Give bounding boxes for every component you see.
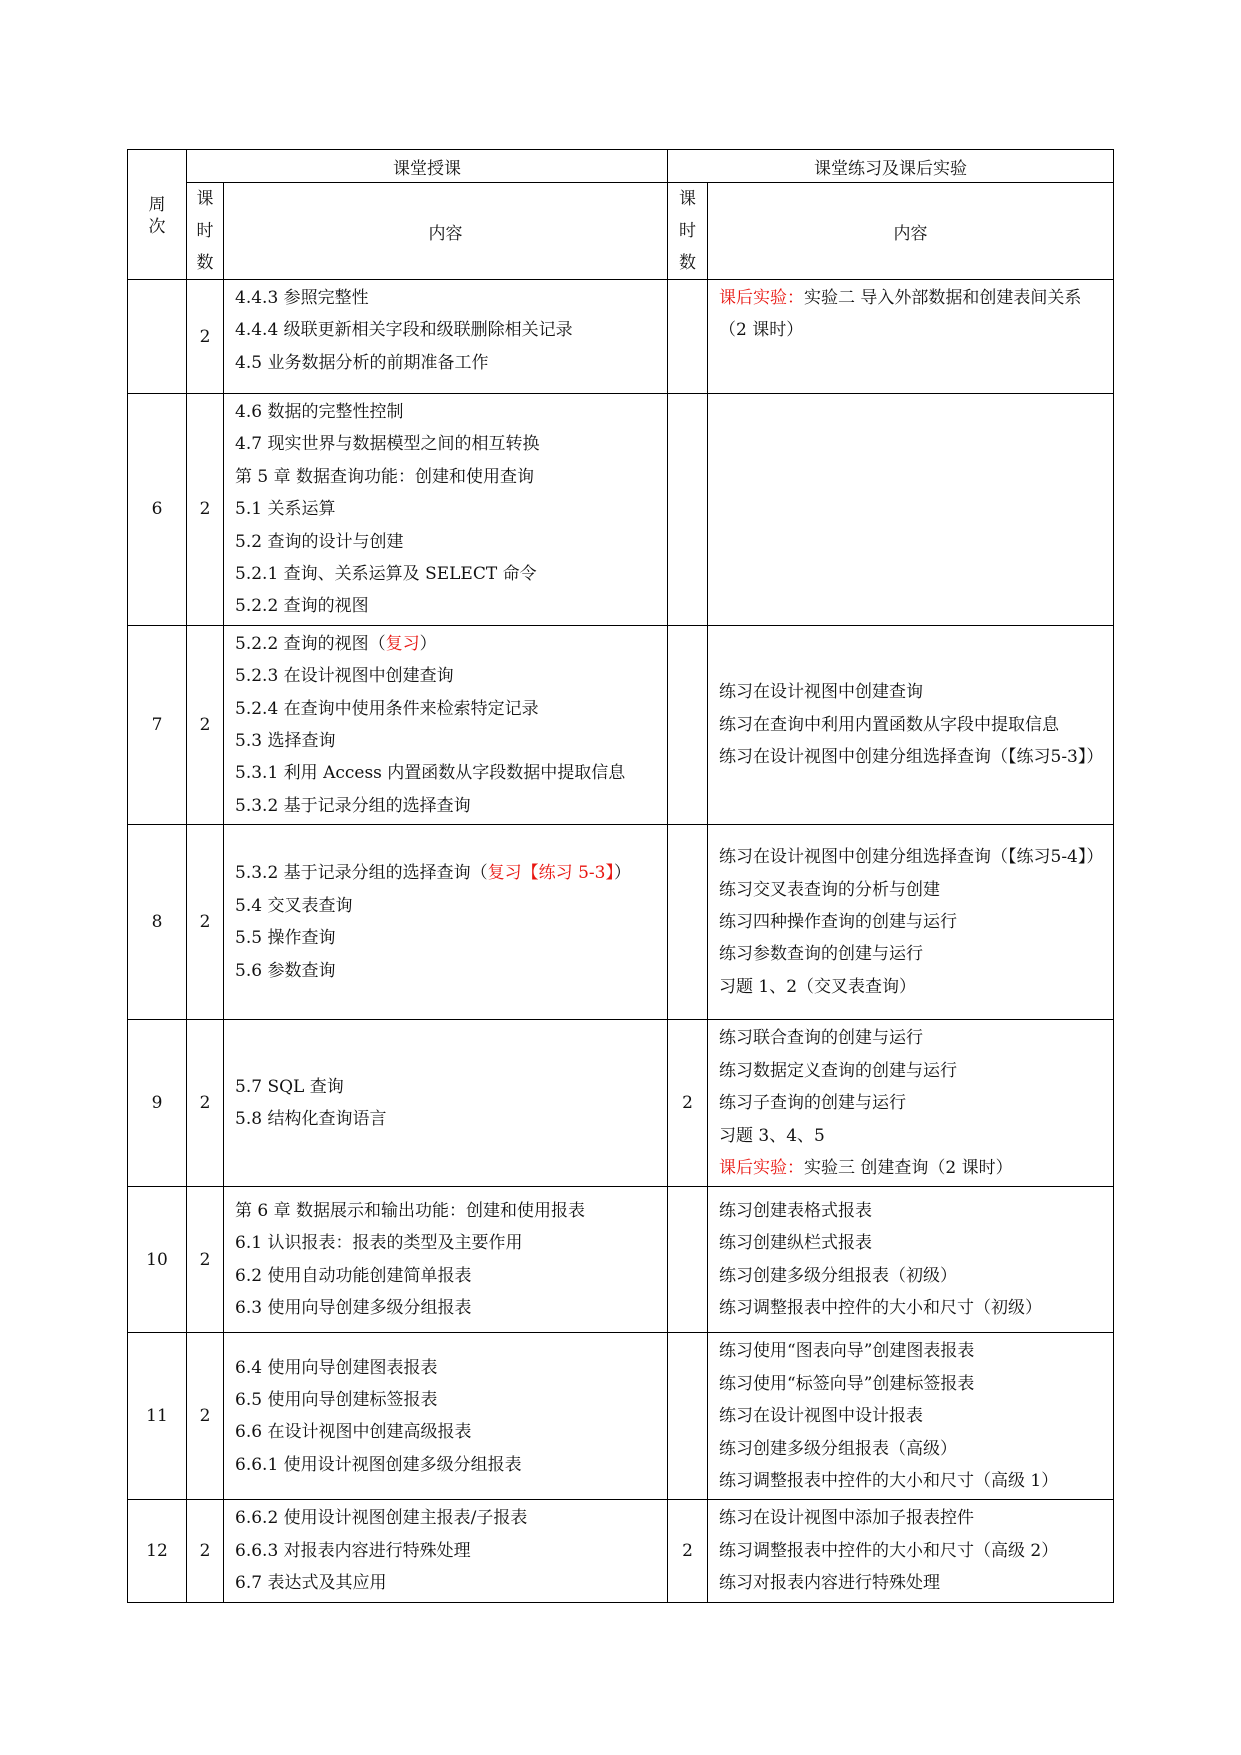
hours-header-char: 时	[679, 221, 696, 241]
content-header-lecture: 内容	[224, 183, 668, 280]
practice-line: 练习调整报表中控件的大小和尺寸（高级 2）	[719, 1540, 1059, 1561]
week-cell: 7	[128, 625, 187, 824]
lecture-line: 4.4.4 级联更新相关字段和级联删除相关记录	[235, 320, 573, 341]
table-row	[128, 1333, 1114, 1500]
practice-line: 练习调整报表中控件的大小和尺寸（高级 1）	[719, 1470, 1059, 1491]
practice-content-cell	[708, 1333, 1114, 1500]
hours-cell: 2	[187, 280, 224, 394]
practice-content-cell	[708, 1500, 1114, 1602]
lecture-line: 第 6 章 数据展示和输出功能：创建和使用报表	[235, 1201, 586, 1221]
hours-cell	[668, 825, 708, 1020]
practice-line: 练习使用“标签向导”创建标签报表	[719, 1373, 975, 1394]
lecture-content-cell	[224, 1500, 668, 1602]
lecture-line	[235, 857, 667, 889]
practice-line: 练习调整报表中控件的大小和尺寸（初级）	[719, 1298, 1042, 1319]
table-row	[128, 825, 1114, 1020]
practice-line: 练习创建多级分组报表（初级）	[719, 1265, 957, 1286]
hours-header-char: 课	[196, 189, 214, 209]
hours-cell: 2	[668, 1020, 708, 1187]
hours-header-lecture	[187, 183, 224, 280]
lecture-text: 5.2.2 查询的视图（	[235, 633, 386, 654]
lecture-content-cell	[224, 825, 668, 1020]
lecture-line: 4.6 数据的完整性控制	[235, 402, 404, 422]
lecture-line: 5.2.3 在设计视图中创建查询	[235, 666, 454, 687]
table-row	[128, 1020, 1114, 1187]
week-cell: 11	[128, 1333, 187, 1500]
practice-line: 练习在设计视图中创建分组选择查询（【练习5-4】）	[719, 847, 1104, 868]
lecture-line: 6.4 使用向导创建图表报表	[235, 1357, 438, 1378]
hours-cell: 2	[187, 1500, 224, 1602]
lecture-line: 5.2.4 在查询中使用条件来检索特定记录	[235, 698, 539, 719]
group-header-lecture: 课堂授课	[187, 150, 668, 183]
lecture-text: ）	[419, 633, 437, 654]
lecture-text: ）	[613, 863, 631, 884]
week-header-char: 次	[148, 217, 166, 237]
table-row	[128, 625, 1114, 824]
practice-line: 习题 1、2（交叉表查询）	[719, 976, 917, 997]
table-row	[128, 280, 1114, 394]
experiment-label: 课后实验：	[719, 288, 804, 308]
experiment-label: 课后实验：	[719, 1157, 804, 1178]
week-column-header	[128, 150, 187, 280]
lecture-line: 5.1 关系运算	[235, 499, 336, 520]
lecture-line: 6.1 认识报表：报表的类型及主要作用	[235, 1233, 523, 1254]
lecture-line: 5.2.1 查询、关系运算及 SELECT 命令	[235, 564, 537, 585]
lecture-text: 5.3.2 基于记录分组的选择查询（	[235, 863, 488, 884]
practice-line: 练习创建纵栏式报表	[719, 1233, 872, 1254]
course-schedule-table	[127, 149, 1114, 1603]
lecture-content-cell	[224, 394, 668, 626]
lecture-line: 5.4 交叉表查询	[235, 895, 353, 916]
lecture-line: 5.6 参数查询	[235, 960, 336, 981]
practice-content-cell	[708, 625, 1114, 824]
practice-content-cell	[708, 280, 1114, 394]
table-row	[128, 1500, 1114, 1602]
lecture-line: 5.3 选择查询	[235, 731, 336, 752]
lecture-line: 第 5 章 数据查询功能：创建和使用查询	[235, 466, 535, 487]
lecture-line: 6.6.2 使用设计视图创建主报表/子报表	[235, 1508, 528, 1529]
practice-line: 练习参数查询的创建与运行	[719, 944, 923, 965]
lecture-line: 5.3.1 利用 Access 内置函数从字段数据中提取信息	[235, 763, 626, 784]
hours-cell: 2	[668, 1500, 708, 1602]
practice-content-cell	[708, 1187, 1114, 1333]
lecture-line: 4.4.3 参照完整性	[235, 288, 369, 308]
practice-line: 练习在查询中利用内置函数从字段中提取信息	[719, 714, 1059, 735]
practice-content-cell	[708, 1020, 1114, 1187]
lecture-line: 4.7 现实世界与数据模型之间的相互转换	[235, 434, 540, 455]
practice-line: 练习使用“图表向导”创建图表报表	[719, 1341, 975, 1362]
practice-line: 练习创建多级分组报表（高级）	[719, 1438, 957, 1459]
lecture-line: 6.6.3 对报表内容进行特殊处理	[235, 1540, 471, 1561]
practice-line: 习题 3、4、5	[719, 1125, 825, 1146]
practice-line: 练习子查询的创建与运行	[719, 1093, 906, 1114]
lecture-line: 5.2.2 查询的视图	[235, 596, 369, 617]
practice-content-cell	[708, 394, 1114, 626]
practice-line	[719, 1152, 1107, 1184]
lecture-line: 6.6 在设计视图中创建高级报表	[235, 1422, 472, 1443]
lecture-line: 5.3.2 基于记录分组的选择查询	[235, 795, 471, 816]
lecture-line: 5.8 结构化查询语言	[235, 1109, 387, 1130]
hours-cell: 2	[187, 1020, 224, 1187]
lecture-line: 6.3 使用向导创建多级分组报表	[235, 1298, 472, 1319]
lecture-content-cell	[224, 625, 668, 824]
hours-cell: 2	[187, 394, 224, 626]
hours-header-char: 数	[679, 253, 696, 273]
practice-line: 练习联合查询的创建与运行	[719, 1028, 923, 1049]
lecture-line	[235, 628, 667, 660]
lecture-content-cell	[224, 1020, 668, 1187]
lecture-line: 5.2 查询的设计与创建	[235, 531, 404, 552]
table-row	[128, 1187, 1114, 1333]
hours-cell	[668, 280, 708, 394]
practice-line: 练习数据定义查询的创建与运行	[719, 1060, 957, 1081]
week-cell: 12	[128, 1500, 187, 1602]
hours-cell	[668, 394, 708, 626]
lecture-line: 6.7 表达式及其应用	[235, 1573, 387, 1594]
lecture-line: 5.5 操作查询	[235, 928, 336, 949]
practice-line	[719, 282, 1107, 347]
lecture-line: 6.2 使用自动功能创建简单报表	[235, 1265, 472, 1286]
practice-line: 练习在设计视图中设计报表	[719, 1406, 923, 1427]
hours-header-char: 数	[196, 253, 214, 273]
practice-line: 练习在设计视图中创建分组选择查询（【练习5-3】）	[719, 747, 1104, 768]
week-cell: 9	[128, 1020, 187, 1187]
lecture-line: 6.6.1 使用设计视图创建多级分组报表	[235, 1454, 522, 1475]
hours-cell: 2	[187, 1333, 224, 1500]
practice-content-cell	[708, 825, 1114, 1020]
practice-line: 练习交叉表查询的分析与创建	[719, 879, 940, 900]
lecture-content-cell	[224, 1187, 668, 1333]
lecture-line: 4.5 业务数据分析的前期准备工作	[235, 352, 489, 373]
practice-line: 练习在设计视图中创建查询	[719, 682, 923, 703]
hours-cell: 2	[187, 625, 224, 824]
review-label: 复习【练习 5-3】	[487, 863, 614, 884]
experiment-text: 实验三 创建查询（2 课时）	[804, 1157, 1013, 1178]
hours-cell	[668, 1187, 708, 1333]
practice-line: 练习在设计视图中添加子报表控件	[719, 1508, 974, 1529]
hours-cell	[668, 1333, 708, 1500]
week-cell: 10	[128, 1187, 187, 1333]
lecture-line: 5.7 SQL 查询	[235, 1076, 344, 1097]
week-cell: 6	[128, 394, 187, 626]
practice-line: 练习对报表内容进行特殊处理	[719, 1573, 940, 1594]
week-header-char: 周	[148, 195, 166, 215]
hours-cell: 2	[187, 825, 224, 1020]
content-header-practice: 内容	[708, 183, 1114, 280]
hours-header-char: 时	[196, 221, 214, 241]
lecture-content-cell	[224, 280, 668, 394]
week-cell: 8	[128, 825, 187, 1020]
group-header-practice: 课堂练习及课后实验	[668, 150, 1114, 183]
week-cell	[128, 280, 187, 394]
practice-line: 练习创建表格式报表	[719, 1201, 872, 1221]
table-row	[128, 394, 1114, 626]
hours-header-practice	[668, 183, 708, 280]
hours-cell	[668, 625, 708, 824]
review-label: 复习	[385, 633, 420, 654]
practice-line: 练习四种操作查询的创建与运行	[719, 912, 957, 933]
experiment-text: 实验二 导入外部数据和创建表间关系（2 课时）	[719, 288, 1082, 341]
hours-header-char: 课	[679, 189, 696, 209]
lecture-line: 6.5 使用向导创建标签报表	[235, 1389, 438, 1410]
lecture-content-cell	[224, 1333, 668, 1500]
hours-cell: 2	[187, 1187, 224, 1333]
